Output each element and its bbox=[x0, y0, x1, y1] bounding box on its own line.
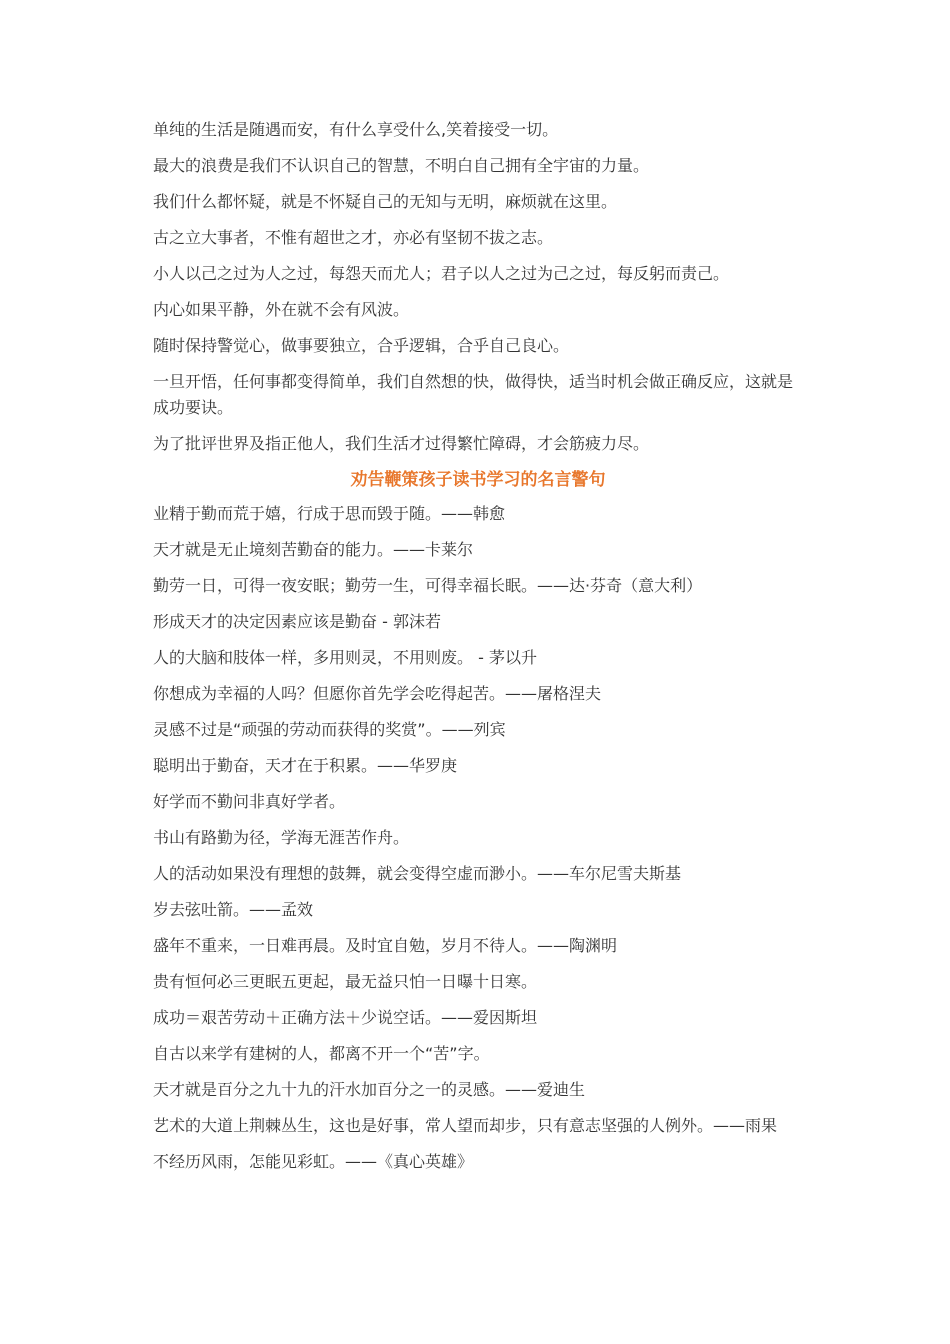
quote: 业精于勤而荒于嬉，行成于思而毁于随。——韩愈 bbox=[153, 504, 506, 523]
study-quotes bbox=[153, 501, 803, 1175]
quote: 形成天才的决定因素应该是勤奋 - 郭沫若 bbox=[153, 612, 441, 631]
quote: 盛年不重来，一日难再晨。及时宜自勉，岁月不待人。——陶渊明 bbox=[153, 936, 618, 955]
quote: 艺术的大道上荆棘丛生，这也是好事，常人望而却步，只有意志坚强的人例外。——雨果 bbox=[153, 1116, 778, 1135]
quote: 成功＝艰苦劳动＋正确方法＋少说空话。——爱因斯坦 bbox=[153, 1008, 538, 1027]
quote: 好学而不勤问非真好学者。 bbox=[153, 792, 346, 811]
quote: 书山有路勤为径，学海无涯苦作舟。 bbox=[153, 828, 410, 847]
quote: 勤劳一日，可得一夜安眠；勤劳一生，可得幸福长眠。——达·芬奇（意大利） bbox=[153, 576, 703, 595]
document-body bbox=[153, 117, 803, 1185]
quote: 人的活动如果没有理想的鼓舞，就会变得空虚而渺小。——车尔尼雪夫斯基 bbox=[153, 864, 682, 883]
quote: 你想成为幸福的人吗？但愿你首先学会吃得起苦。——屠格涅夫 bbox=[153, 684, 602, 703]
paragraph: 随时保持警觉心，做事要独立，合乎逻辑，合乎自己良心。 bbox=[153, 336, 570, 355]
paragraph: 单纯的生活是随遇而安，有什么享受什么,笑着接受一切。 bbox=[153, 120, 559, 139]
paragraph: 内心如果平静，外在就不会有风波。 bbox=[153, 300, 410, 319]
quote: 岁去弦吐箭。——孟效 bbox=[153, 900, 314, 919]
paragraph: 为了批评世界及指正他人，我们生活才过得繁忙障碍，才会筋疲力尽。 bbox=[153, 434, 650, 453]
paragraph: 古之立大事者，不惟有超世之才，亦必有坚韧不拔之志。 bbox=[153, 228, 554, 247]
paragraph: 最大的浪费是我们不认识自己的智慧，不明白自己拥有全宇宙的力量。 bbox=[153, 156, 650, 175]
paragraph: 一旦开悟，任何事都变得简单，我们自然想的快，做得快，适当时机会做正确反应，这就是成功要诀。 bbox=[153, 372, 794, 417]
quote: 灵感不过是“顽强的劳动而获得的奖赏”。——列宾 bbox=[153, 720, 506, 739]
section-heading: 劝告鞭策孩子读书学习的名言警句 bbox=[350, 470, 606, 490]
intro-quotes bbox=[153, 117, 803, 457]
paragraph: 小人以己之过为人之过，每怨天而尤人；君子以人之过为己之过，每反躬而责己。 bbox=[153, 264, 730, 283]
quote: 天才就是百分之九十九的汗水加百分之一的灵感。——爱迪生 bbox=[153, 1080, 586, 1099]
quote: 自古以来学有建树的人，都离不开一个“苦”字。 bbox=[153, 1044, 490, 1063]
quote: 不经历风雨，怎能见彩虹。——《真心英雄》 bbox=[153, 1152, 474, 1171]
paragraph: 我们什么都怀疑，就是不怀疑自己的无知与无明，麻烦就在这里。 bbox=[153, 192, 618, 211]
quote: 贵有恒何必三更眠五更起，最无益只怕一日曝十日寒。 bbox=[153, 972, 538, 991]
quote: 人的大脑和肢体一样，多用则灵，不用则废。 - 茅以升 bbox=[153, 648, 537, 667]
quote: 天才就是无止境刻苦勤奋的能力。——卡莱尔 bbox=[153, 540, 474, 559]
quote: 聪明出于勤奋，天才在于积累。——华罗庚 bbox=[153, 756, 458, 775]
